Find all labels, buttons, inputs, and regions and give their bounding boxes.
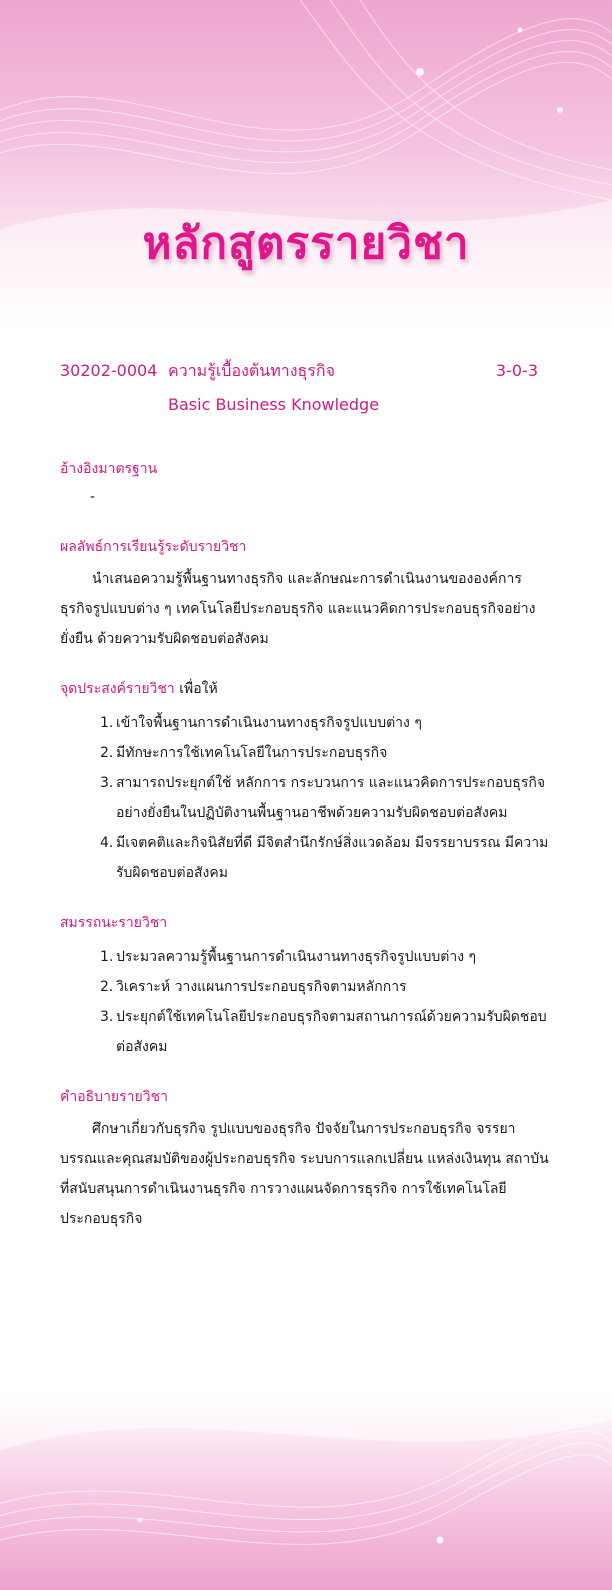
item-number: 1.	[100, 949, 114, 965]
competencies-section	[60, 910, 550, 1062]
item-number: 4.	[100, 835, 114, 851]
course-header	[60, 354, 550, 434]
header-wave-decoration	[0, 0, 612, 330]
item-text: เข้าใจพื้นฐานการดำเนินงานทางธุรกิจรูปแบบต่าง ๆ	[116, 715, 422, 731]
item-text: สามารถประยุกต์ใช้ หลักการ กระบวนการ และแนวคิดการประกอบธุรกิจอย่างยั่งยืนในปฏิบัติงานพื้นฐานอาชีพด้วยความรับผิดชอบต่อสังคม	[116, 775, 546, 821]
item-text: วิเคราะห์ วางแผนการประกอบธุรกิจตามหลักการ	[116, 979, 407, 995]
standard-heading: อ้างอิงมาตรฐาน	[60, 461, 158, 477]
competencies-heading: สมรรถนะรายวิชา	[60, 915, 168, 931]
description-section	[60, 1084, 550, 1234]
course-name-th: ความรู้เบื้องต้นทางธุรกิจ	[168, 361, 335, 380]
item-text: ประมวลความรู้พื้นฐานการดำเนินงานทางธุรกิจรูปแบบต่าง ๆ	[116, 949, 477, 965]
outcome-heading: ผลลัพธ์การเรียนรู้ระดับรายวิชา	[60, 539, 247, 555]
list-item	[60, 1002, 550, 1062]
outcome-text: นำเสนอความรู้พื้นฐานทางธุรกิจ และลักษณะการดำเนินงานขององค์การธุรกิจรูปแบบต่าง ๆ เทคโนโลยีประกอบธุรกิจ และแนวคิดการประกอบธุรกิจอย่างยั่งยืน ด้วยความรับผิดชอบต่อสังคม	[60, 571, 536, 647]
list-item	[60, 708, 550, 738]
objectives-list	[60, 708, 550, 888]
item-number: 1.	[100, 715, 114, 731]
list-item	[60, 738, 550, 768]
item-number: 2.	[100, 745, 114, 761]
list-item	[60, 768, 550, 828]
page-title: หลักสูตรรายวิชา	[142, 218, 470, 269]
item-number: 3.	[100, 775, 114, 791]
list-item	[60, 942, 550, 972]
course-credits: 3-0-3	[495, 361, 538, 380]
course-content	[60, 354, 550, 1234]
list-item	[60, 828, 550, 888]
objectives-heading-tail: เพื่อให้	[174, 681, 218, 697]
footer-wave-decoration	[0, 1390, 612, 1590]
item-number: 2.	[100, 979, 114, 995]
objectives-section	[60, 676, 550, 888]
objectives-heading-label: จุดประสงค์รายวิชา	[60, 681, 175, 697]
item-number: 3.	[100, 1009, 114, 1025]
outcome-section	[60, 534, 550, 654]
course-name-en: Basic Business Knowledge	[168, 395, 380, 414]
description-text: ศึกษาเกี่ยวกับธุรกิจ รูปแบบของธุรกิจ ปัจจัยในการประกอบธุรกิจ จรรยาบรรณและคุณสมบัติของผู้ประกอบธุรกิจ ระบบการแลกเปลี่ยน แหล่งเงินทุน สถาบันที่สนับสนุนการดำเนินงานธุรกิจ การวางแผนจัดการธุรกิจ การใช้เทคโนโลยีประกอบธุรกิจ	[60, 1121, 549, 1227]
item-text: มีเจตคติและกิจนิสัยที่ดี มีจิตสำนึกรักษ์สิ่งแวดล้อม มีจรรยาบรรณ มีความรับผิดชอบต่อสังคม	[116, 835, 549, 881]
list-item	[60, 972, 550, 1002]
item-text: ประยุกต์ใช้เทคโนโลยีประกอบธุรกิจตามสถานการณ์ด้วยความรับผิดชอบต่อสังคม	[116, 1009, 547, 1055]
course-code: 30202-0004	[60, 361, 158, 380]
item-text: มีทักษะการใช้เทคโนโลยีในการประกอบธุรกิจ	[116, 745, 388, 761]
standard-value: -	[90, 489, 96, 505]
objectives-heading	[60, 676, 550, 702]
competencies-list	[60, 942, 550, 1062]
standard-section	[60, 456, 550, 512]
description-heading: คำอธิบายรายวิชา	[60, 1089, 168, 1105]
